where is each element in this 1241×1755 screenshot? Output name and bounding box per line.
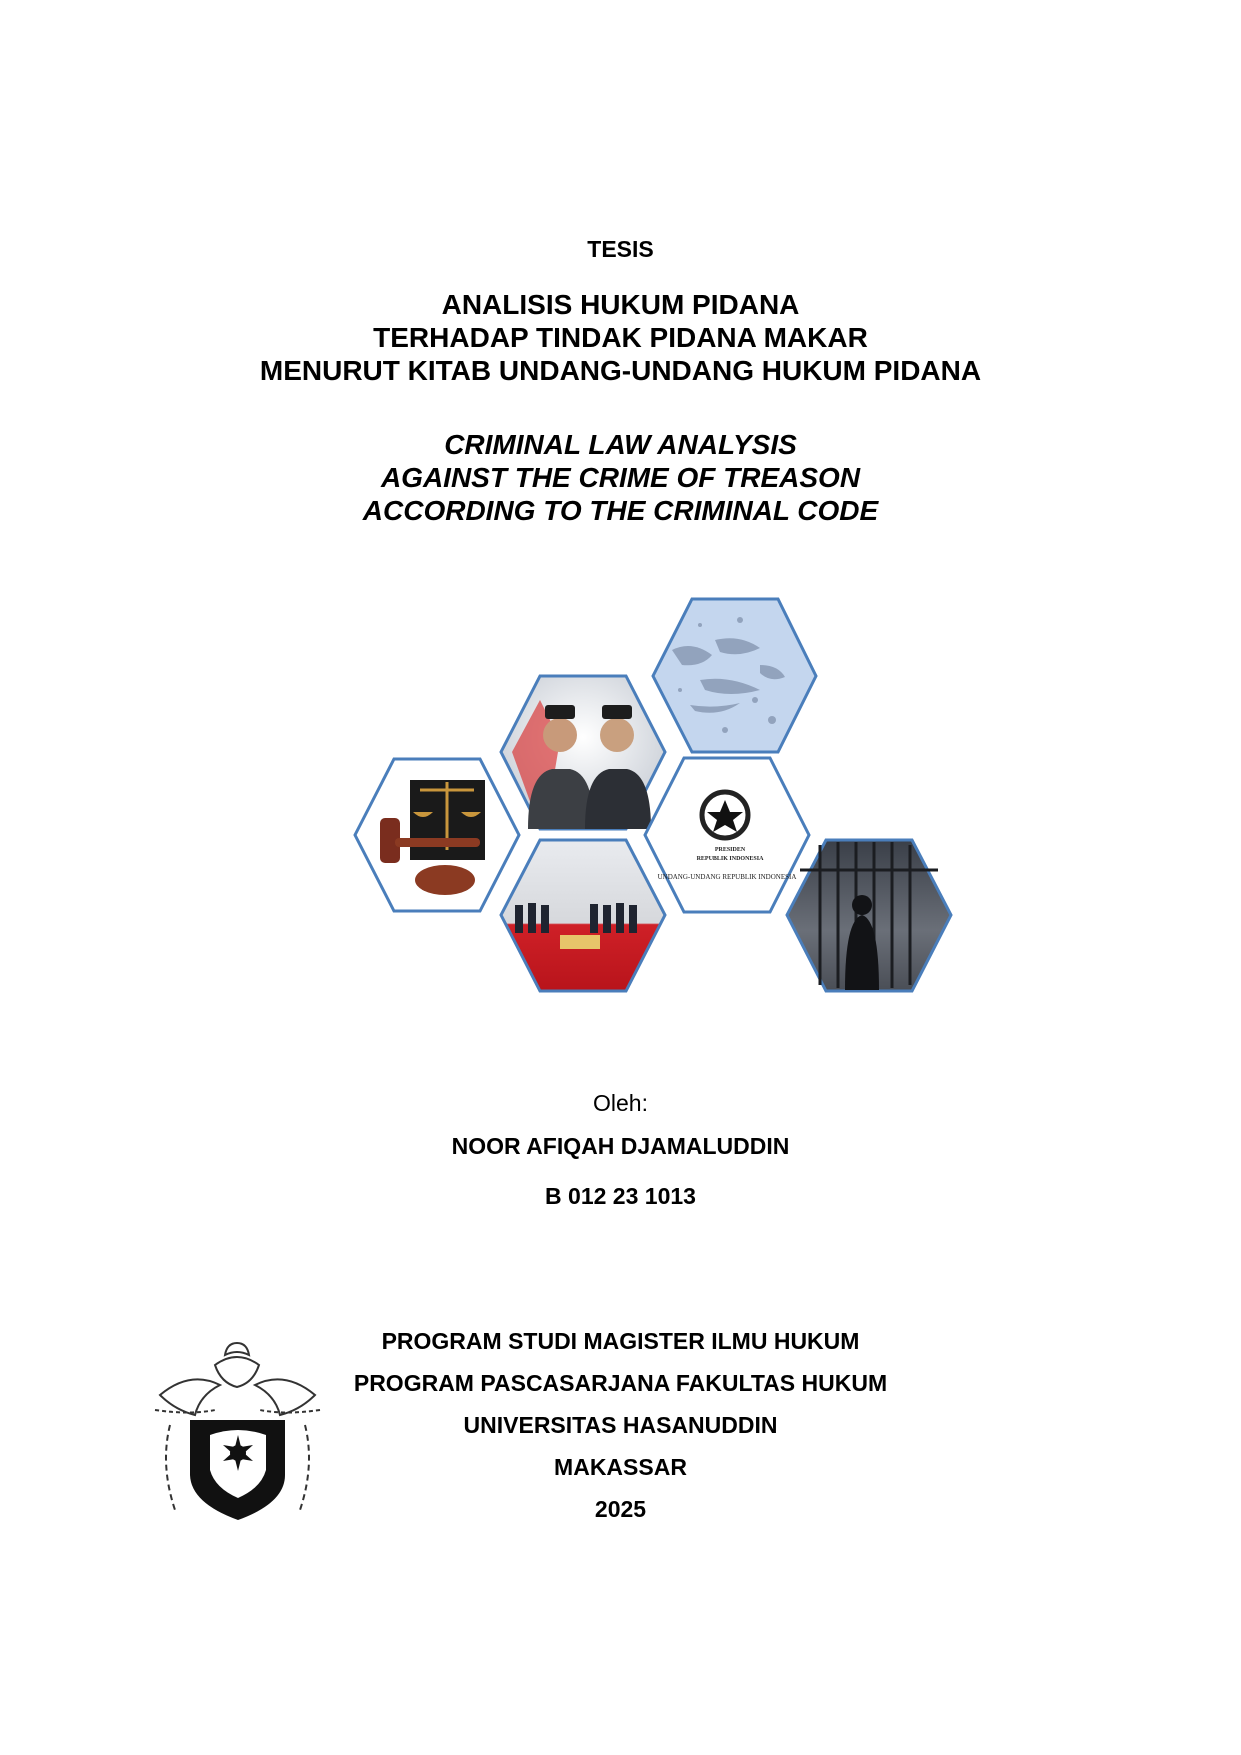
city: MAKASSAR — [554, 1454, 687, 1480]
emblem-caption-republik: REPUBLIK INDONESIA — [696, 856, 764, 862]
year: 2025 — [594, 1496, 647, 1522]
title-line: AGAINST THE CRIME OF TREASON — [380, 462, 861, 493]
presidential-emblem-hexagon-image — [645, 758, 809, 912]
emblem-caption-presiden: PRESIDEN — [714, 847, 746, 853]
graduate-program: PROGRAM PASCASARJANA FAKULTAS HUKUM — [353, 1370, 888, 1396]
title-line: CRIMINAL LAW ANALYSIS — [444, 429, 797, 460]
emblem-caption-undang: UNDANG-UNDANG REPUBLIK INDONESIA — [657, 873, 797, 881]
portrait-hexagon-image — [501, 676, 665, 829]
study-program: PROGRAM STUDI MAGISTER ILMU HUKUM — [381, 1328, 860, 1354]
university-name: UNIVERSITAS HASANUDDIN — [463, 1412, 778, 1438]
justice-gavel-hexagon-image — [355, 759, 519, 911]
student-id: B 012 23 1013 — [545, 1183, 696, 1209]
title-line: ACCORDING TO THE CRIMINAL CODE — [362, 495, 879, 526]
author-name: NOOR AFIQAH DJAMALUDDIN — [451, 1133, 790, 1159]
title-line: TERHADAP TINDAK PIDANA MAKAR — [373, 322, 868, 353]
author-intro: Oleh: — [593, 1090, 648, 1116]
map-hexagon-image — [653, 599, 816, 752]
institution-block — [0, 1320, 1241, 1530]
document-type-label: TESIS — [587, 236, 654, 262]
inauguration-hexagon-image — [501, 840, 665, 991]
title-line: MENURUT KITAB UNDANG-UNDANG HUKUM PIDANA — [259, 355, 982, 386]
title-line: ANALISIS HUKUM PIDANA — [441, 289, 800, 320]
prison-cell-hexagon-image — [787, 840, 951, 991]
